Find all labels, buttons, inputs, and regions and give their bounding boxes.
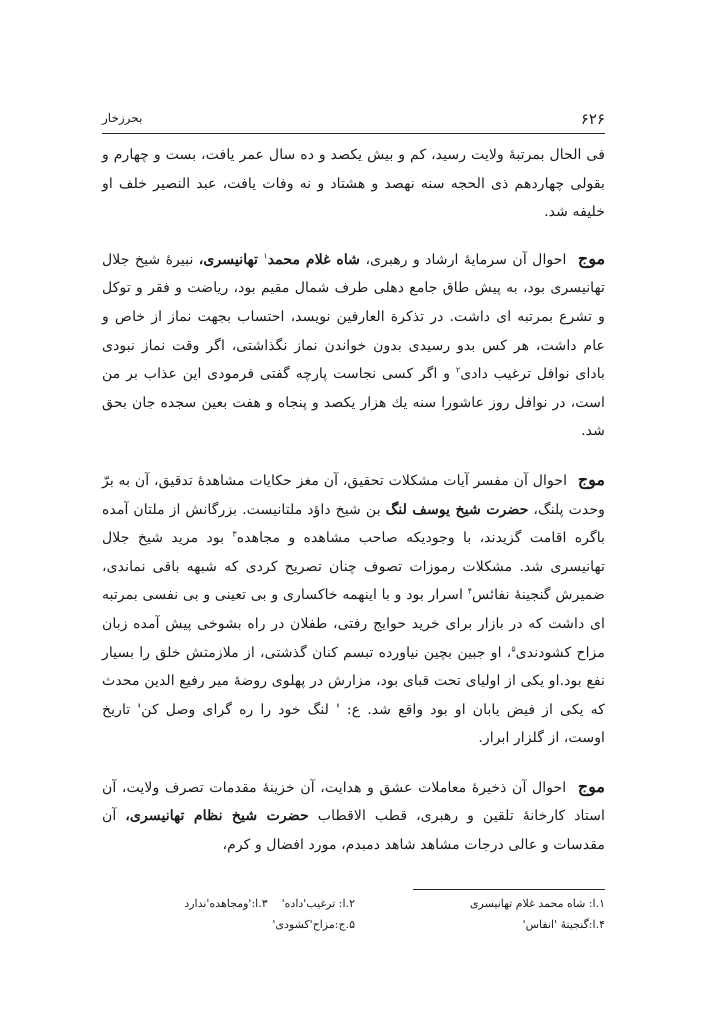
header-rule: [102, 133, 605, 134]
text-run: بود مرید شیخ جلال تهانیسری شد. مشکلات رموزات تصوف چنان تصریح کردی که شبهه باقی نماندی، ضمیرش گنجینهٔ نفائس: [102, 530, 605, 604]
text-run: احوال آن مفسر آیات مشکلات تحقیق، آن مغز حکایات مشاهدهٔ تدقیق، آن به برّ وحدت پلنگ،: [102, 472, 605, 518]
text-run: آن مقدسات و عالی درجات مشاهد شاهد دمبدم، مورد افضال و کرم،: [102, 808, 605, 854]
person-name: حضرت شیخ نظام تهانیسری،: [125, 808, 309, 825]
footnotes: [102, 893, 605, 935]
person-name: شاه غلام محمد: [267, 251, 361, 268]
main-text: [102, 141, 605, 880]
text-run: نبیرهٔ شیخ جلال تهانیسری بود، به پیش طاق جامع دهلی طرف شمال مقیم بود، ریاضت و فقر و توکل و تشرع بمرتبه ای داشت. در تذکرة العارفین نویسد، احتساب بجهت نماز از خاص و عام داشت، هر کس بدو رسیدی بدون خواندن نماز نگذاشتی، اگر وقت نماز نبودی بادای نوافل ترغیب دادی: [102, 251, 605, 383]
footnote-2-3: [102, 893, 355, 914]
paragraph-nizam: [102, 773, 605, 860]
person-name: حضرت شیخ یوسف لنگ: [385, 501, 529, 518]
footnote-ref: ۵: [511, 643, 516, 653]
footnote-4: ۴.ا:گنجینهٔ 'انفاس': [522, 918, 605, 931]
text-run: احوال آن سرمایهٔ ارشاد و رهبری،: [365, 251, 567, 268]
footnote-1: ۱.ا: شاه محمد غلام تهانیسری: [469, 897, 605, 910]
footnote-ref: ۱: [263, 251, 268, 261]
paragraph-yusuf-lang: [102, 466, 605, 753]
footnote-2: ۲.ا: ترغیب'داده': [281, 897, 355, 910]
text-run: اسرار بود و با اینهمه خاکساری و بی تعینی و بی نفسی بمرتبه ای داشت که در بازار برای خرید حوایج رفتی، طفلان در راه بشوخی پیش آمده زبان مزاح کشودندی: [102, 587, 605, 661]
footnote-ref: ۴: [467, 586, 473, 596]
page-header: [102, 108, 605, 130]
footnote-row: [102, 893, 605, 914]
paragraph-ghulam-muhammad: [102, 245, 605, 446]
footnote-ref: ۲: [455, 365, 461, 375]
text-run: بن شیخ داؤد ملتانیست. بزرگانش از ملتان آمده باگره اقامت گزیدند، با وجودیکه صاحب مشاهده و مجاهده: [102, 501, 605, 547]
section-lead-mouj: موج: [577, 469, 605, 489]
page-number: ۶۲۶: [580, 110, 605, 128]
footnote-5: ۵.ج:مزاح'کشودی': [272, 918, 355, 931]
footnote-rule: [413, 889, 605, 890]
paragraph-continuation: فی الحال بمرتبهٔ ولایت رسید، کم و بیش یکصد و ده سال عمر یافت، بست و چهارم و بقولی چهاردهم ذی الحجه سنه نهصد و هشتاد و نه وفات یافت، عبد النصیر خلف او خلیفه شد.: [102, 147, 605, 221]
text-run: و اگر کسی نجاست پارچه گفتی فرمودی این عذاب بر من است، در نوافل روز عاشورا سنه یك هزار یکصد و پنجاه و هفت بعین سجده جان بحق شد.: [102, 366, 605, 440]
running-title: بحرزخار: [102, 111, 143, 125]
person-name-suffix: تهانیسری،: [198, 251, 259, 268]
text-run: ، او جبین بچین نیاورده تبسم کنان گذشتی، از ملازمتش خلق را بسیار نفع بود.او یکی از اولیای تحت قبای بود، مزارش در پهلوی روضهٔ میر رفیع الدین محدث که یکی از فیض یابان او بود واقع شد. ع: ' لنگ خود را ره گرای وصل کن' تاریخ اوست، از گلزار ابرار.: [102, 644, 605, 747]
footnote-3: ۳.ا:'ومجاهده'ندارد: [184, 897, 268, 910]
footnote-ref: ۳: [232, 529, 237, 539]
footnote-row: [102, 914, 605, 935]
section-lead-mouj: موج: [577, 248, 606, 268]
section-lead-mouj: موج: [577, 776, 605, 796]
text-run: احوال آن ذخیرهٔ معاملات عشق و هدایت، آن خزینهٔ مقدمات تصرف ولایت، آن استاد کارخانهٔ تلقین و رهبری، قطب الاقطاب: [102, 779, 605, 825]
